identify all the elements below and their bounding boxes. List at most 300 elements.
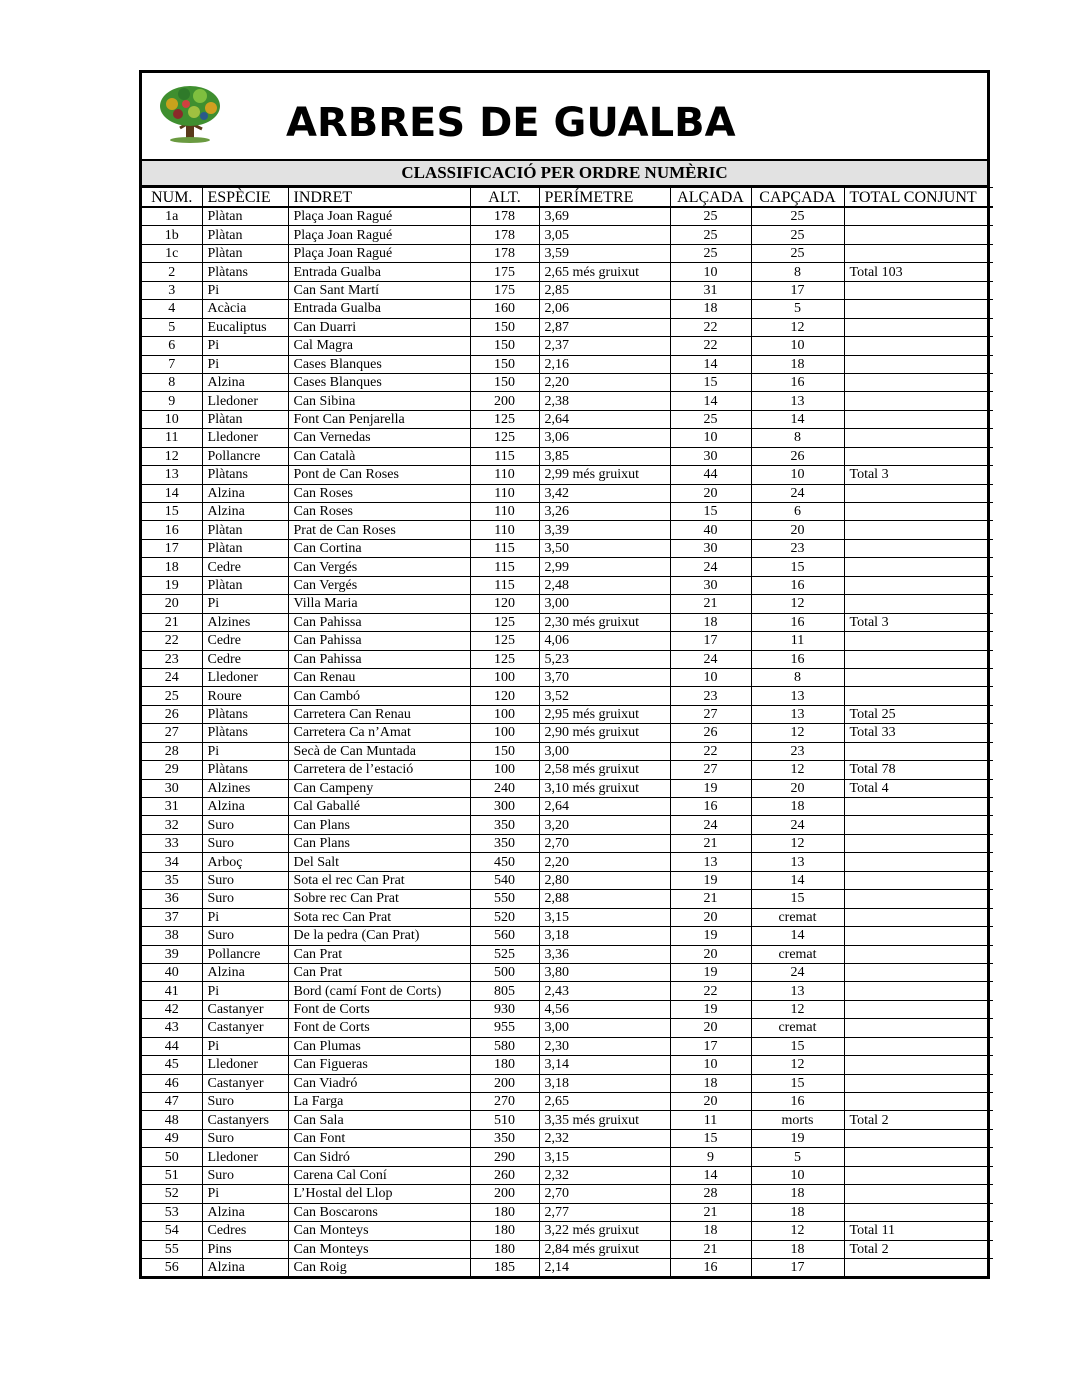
- cell-total-conjunt: Total 25: [844, 705, 993, 723]
- cell-alcada: 44: [670, 466, 751, 484]
- cell-alcada: 24: [670, 558, 751, 576]
- cell-alt: 200: [470, 1074, 539, 1092]
- cell-perimetre: 3,59: [539, 244, 670, 262]
- cell-capcada: 14: [751, 871, 844, 889]
- cell-alcada: 18: [670, 1222, 751, 1240]
- cell-alt: 150: [470, 337, 539, 355]
- cell-capcada: 5: [751, 300, 844, 318]
- cell-alt: 450: [470, 853, 539, 871]
- cell-total-conjunt: Total 78: [844, 761, 993, 779]
- cell-total-conjunt: [844, 576, 993, 594]
- cell-perimetre: 3,00: [539, 1019, 670, 1037]
- table-row: [142, 927, 993, 945]
- cell-especie: Plàtans: [202, 724, 288, 742]
- cell-perimetre: 2,37: [539, 337, 670, 355]
- cell-especie: Roure: [202, 687, 288, 705]
- cell-especie: Plàtan: [202, 521, 288, 539]
- cell-total-conjunt: [844, 1129, 993, 1147]
- cell-alcada: 25: [670, 226, 751, 244]
- table-row: [142, 1166, 993, 1184]
- table-row: [142, 558, 993, 576]
- cell-indret: Carretera Ca n’Amat: [288, 724, 470, 742]
- cell-total-conjunt: [844, 687, 993, 705]
- table-row: [142, 705, 993, 723]
- cell-alcada: 24: [670, 650, 751, 668]
- cell-indret: Cal Gaballé: [288, 798, 470, 816]
- column-header-alcada: ALÇADA: [670, 188, 751, 208]
- cell-capcada: 10: [751, 466, 844, 484]
- cell-alcada: 16: [670, 798, 751, 816]
- cell-alt: 175: [470, 263, 539, 281]
- cell-alt: 200: [470, 1185, 539, 1203]
- cell-capcada: 25: [751, 207, 844, 226]
- cell-indret: L’Hostal del Llop: [288, 1185, 470, 1203]
- cell-perimetre: 2,38: [539, 392, 670, 410]
- cell-capcada: 11: [751, 632, 844, 650]
- cell-alt: 115: [470, 447, 539, 465]
- cell-indret: Villa Maria: [288, 595, 470, 613]
- page-title: ARBRES DE GUALBA: [286, 100, 736, 146]
- cell-perimetre: 2,85: [539, 281, 670, 299]
- column-header-especie: ESPÈCIE: [202, 188, 288, 208]
- cell-alt: 178: [470, 244, 539, 262]
- cell-alcada: 19: [670, 871, 751, 889]
- cell-total-conjunt: Total 103: [844, 263, 993, 281]
- cell-indret: Can Roses: [288, 503, 470, 521]
- cell-total-conjunt: Total 3: [844, 466, 993, 484]
- cell-perimetre: 3,80: [539, 963, 670, 981]
- cell-alt: 540: [470, 871, 539, 889]
- cell-total-conjunt: Total 33: [844, 724, 993, 742]
- cell-capcada: morts: [751, 1111, 844, 1129]
- cell-indret: Can Sant Martí: [288, 281, 470, 299]
- cell-num: 44: [142, 1037, 202, 1055]
- cell-especie: Alzina: [202, 1258, 288, 1276]
- cell-num: 3: [142, 281, 202, 299]
- trees-table: [142, 187, 993, 1276]
- cell-indret: Can Figueras: [288, 1056, 470, 1074]
- cell-especie: Alzina: [202, 798, 288, 816]
- table-row: [142, 244, 993, 262]
- cell-alcada: 23: [670, 687, 751, 705]
- cell-capcada: 15: [751, 558, 844, 576]
- cell-alt: 100: [470, 668, 539, 686]
- cell-especie: Suro: [202, 834, 288, 852]
- cell-alcada: 20: [670, 484, 751, 502]
- cell-perimetre: 2,64: [539, 410, 670, 428]
- cell-alt: 125: [470, 632, 539, 650]
- cell-especie: Lledoner: [202, 668, 288, 686]
- table-row: [142, 281, 993, 299]
- cell-especie: Pi: [202, 281, 288, 299]
- cell-indret: Can Monteys: [288, 1240, 470, 1258]
- cell-especie: Plàtan: [202, 576, 288, 594]
- cell-num: 30: [142, 779, 202, 797]
- table-row: [142, 908, 993, 926]
- cell-alcada: 31: [670, 281, 751, 299]
- cell-perimetre: 2,32: [539, 1166, 670, 1184]
- table-row: [142, 226, 993, 244]
- cell-alt: 510: [470, 1111, 539, 1129]
- cell-especie: Alzina: [202, 503, 288, 521]
- cell-capcada: 25: [751, 226, 844, 244]
- cell-indret: Can Prat: [288, 963, 470, 981]
- cell-num: 27: [142, 724, 202, 742]
- cell-alt: 580: [470, 1037, 539, 1055]
- cell-capcada: 16: [751, 576, 844, 594]
- cell-total-conjunt: [844, 834, 993, 852]
- cell-alt: 185: [470, 1258, 539, 1276]
- cell-indret: Can Pahissa: [288, 650, 470, 668]
- table-row: [142, 687, 993, 705]
- cell-especie: Alzines: [202, 613, 288, 631]
- cell-especie: Pollancre: [202, 447, 288, 465]
- cell-total-conjunt: [844, 1185, 993, 1203]
- cell-num: 12: [142, 447, 202, 465]
- cell-indret: Can Duarri: [288, 318, 470, 336]
- cell-alt: 125: [470, 410, 539, 428]
- cell-perimetre: 3,85: [539, 447, 670, 465]
- cell-perimetre: 3,42: [539, 484, 670, 502]
- cell-num: 1c: [142, 244, 202, 262]
- cell-capcada: 23: [751, 539, 844, 557]
- cell-num: 54: [142, 1222, 202, 1240]
- cell-perimetre: 2,64: [539, 798, 670, 816]
- cell-capcada: 14: [751, 410, 844, 428]
- cell-alt: 350: [470, 816, 539, 834]
- column-header-capcada: CAPÇADA: [751, 188, 844, 208]
- cell-alt: 500: [470, 963, 539, 981]
- cell-indret: Font de Corts: [288, 1019, 470, 1037]
- cell-alcada: 21: [670, 595, 751, 613]
- cell-total-conjunt: Total 4: [844, 779, 993, 797]
- cell-num: 41: [142, 982, 202, 1000]
- cell-alt: 115: [470, 558, 539, 576]
- cell-perimetre: 3,50: [539, 539, 670, 557]
- cell-especie: Lledoner: [202, 1148, 288, 1166]
- cell-num: 25: [142, 687, 202, 705]
- cell-alcada: 22: [670, 318, 751, 336]
- cell-num: 32: [142, 816, 202, 834]
- cell-especie: Pi: [202, 1037, 288, 1055]
- cell-especie: Suro: [202, 890, 288, 908]
- cell-especie: Castanyer: [202, 1000, 288, 1018]
- cell-capcada: 13: [751, 687, 844, 705]
- cell-especie: Pins: [202, 1240, 288, 1258]
- cell-indret: Can Roses: [288, 484, 470, 502]
- cell-indret: Can Pahissa: [288, 632, 470, 650]
- table-row: [142, 1074, 993, 1092]
- cell-indret: Can Sibina: [288, 392, 470, 410]
- cell-capcada: 15: [751, 1074, 844, 1092]
- cell-indret: Carena Cal Coní: [288, 1166, 470, 1184]
- cell-capcada: 16: [751, 650, 844, 668]
- cell-alcada: 30: [670, 576, 751, 594]
- cell-perimetre: 2,48: [539, 576, 670, 594]
- column-header-total-conjunt: TOTAL CONJUNT: [844, 188, 993, 208]
- cell-capcada: 16: [751, 1093, 844, 1111]
- cell-alt: 180: [470, 1222, 539, 1240]
- cell-especie: Alzina: [202, 1203, 288, 1221]
- cell-total-conjunt: [844, 1166, 993, 1184]
- cell-capcada: 12: [751, 761, 844, 779]
- cell-especie: Pi: [202, 355, 288, 373]
- table-row: [142, 207, 993, 226]
- cell-especie: Alzina: [202, 373, 288, 391]
- cell-num: 6: [142, 337, 202, 355]
- cell-alt: 525: [470, 945, 539, 963]
- cell-total-conjunt: [844, 595, 993, 613]
- cell-num: 48: [142, 1111, 202, 1129]
- cell-perimetre: 2,70: [539, 834, 670, 852]
- table-row: [142, 945, 993, 963]
- table-row: [142, 539, 993, 557]
- cell-num: 51: [142, 1166, 202, 1184]
- cell-alcada: 10: [670, 263, 751, 281]
- cell-indret: Entrada Gualba: [288, 263, 470, 281]
- table-row: [142, 834, 993, 852]
- cell-num: 7: [142, 355, 202, 373]
- cell-alcada: 17: [670, 632, 751, 650]
- cell-total-conjunt: [844, 1203, 993, 1221]
- cell-alcada: 18: [670, 1074, 751, 1092]
- cell-alcada: 16: [670, 1258, 751, 1276]
- cell-especie: Lledoner: [202, 1056, 288, 1074]
- cell-total-conjunt: [844, 982, 993, 1000]
- cell-alt: 115: [470, 576, 539, 594]
- cell-alcada: 30: [670, 539, 751, 557]
- cell-indret: Can Vergés: [288, 576, 470, 594]
- cell-perimetre: 5,23: [539, 650, 670, 668]
- table-row: [142, 853, 993, 871]
- column-header-perimetre: PERÍMETRE: [539, 188, 670, 208]
- cell-total-conjunt: [844, 816, 993, 834]
- cell-capcada: 13: [751, 705, 844, 723]
- cell-total-conjunt: [844, 798, 993, 816]
- cell-capcada: 12: [751, 595, 844, 613]
- cell-indret: Can Plumas: [288, 1037, 470, 1055]
- cell-indret: La Farga: [288, 1093, 470, 1111]
- cell-capcada: 14: [751, 927, 844, 945]
- cell-alt: 260: [470, 1166, 539, 1184]
- cell-total-conjunt: [844, 337, 993, 355]
- table-row: [142, 521, 993, 539]
- cell-perimetre: 3,18: [539, 1074, 670, 1092]
- cell-num: 10: [142, 410, 202, 428]
- column-header-indret: INDRET: [288, 188, 470, 208]
- cell-total-conjunt: [844, 410, 993, 428]
- cell-alcada: 28: [670, 1185, 751, 1203]
- cell-indret: Can Català: [288, 447, 470, 465]
- cell-alcada: 14: [670, 392, 751, 410]
- cell-num: 52: [142, 1185, 202, 1203]
- cell-capcada: 12: [751, 1056, 844, 1074]
- cell-especie: Plàtans: [202, 466, 288, 484]
- cell-total-conjunt: Total 11: [844, 1222, 993, 1240]
- cell-total-conjunt: [844, 1019, 993, 1037]
- cell-especie: Lledoner: [202, 429, 288, 447]
- cell-alcada: 22: [670, 982, 751, 1000]
- cell-alt: 350: [470, 834, 539, 852]
- cell-alt: 160: [470, 300, 539, 318]
- cell-capcada: 20: [751, 521, 844, 539]
- cell-total-conjunt: [844, 1074, 993, 1092]
- cell-capcada: 23: [751, 742, 844, 760]
- cell-indret: Plaça Joan Ragué: [288, 226, 470, 244]
- cell-perimetre: 2,87: [539, 318, 670, 336]
- cell-total-conjunt: [844, 1148, 993, 1166]
- cell-num: 53: [142, 1203, 202, 1221]
- cell-perimetre: 2,88: [539, 890, 670, 908]
- cell-total-conjunt: [844, 429, 993, 447]
- table-row: [142, 1148, 993, 1166]
- cell-capcada: 12: [751, 1222, 844, 1240]
- cell-alt: 520: [470, 908, 539, 926]
- cell-capcada: 18: [751, 1240, 844, 1258]
- cell-num: 47: [142, 1093, 202, 1111]
- cell-num: 34: [142, 853, 202, 871]
- cell-alcada: 30: [670, 447, 751, 465]
- cell-alcada: 18: [670, 613, 751, 631]
- table-row: [142, 392, 993, 410]
- cell-total-conjunt: [844, 742, 993, 760]
- cell-alt: 200: [470, 392, 539, 410]
- cell-alt: 955: [470, 1019, 539, 1037]
- cell-num: 13: [142, 466, 202, 484]
- table-row: [142, 963, 993, 981]
- cell-indret: Can Sidró: [288, 1148, 470, 1166]
- cell-alcada: 24: [670, 816, 751, 834]
- table-row: [142, 761, 993, 779]
- table-row: [142, 300, 993, 318]
- cell-alt: 120: [470, 595, 539, 613]
- cell-indret: Can Boscarons: [288, 1203, 470, 1221]
- cell-num: 36: [142, 890, 202, 908]
- table-header-row: [142, 188, 993, 208]
- cell-especie: Cedre: [202, 650, 288, 668]
- cell-especie: Pi: [202, 595, 288, 613]
- cell-indret: Cal Magra: [288, 337, 470, 355]
- cell-alcada: 10: [670, 429, 751, 447]
- cell-perimetre: 2,20: [539, 853, 670, 871]
- cell-perimetre: 3,52: [539, 687, 670, 705]
- cell-alt: 350: [470, 1129, 539, 1147]
- cell-especie: Cedre: [202, 558, 288, 576]
- cell-capcada: 19: [751, 1129, 844, 1147]
- cell-num: 56: [142, 1258, 202, 1276]
- cell-perimetre: 3,39: [539, 521, 670, 539]
- cell-alcada: 20: [670, 1019, 751, 1037]
- cell-alt: 110: [470, 503, 539, 521]
- cell-perimetre: 2,16: [539, 355, 670, 373]
- cell-perimetre: 2,84 més gruixut: [539, 1240, 670, 1258]
- cell-num: 50: [142, 1148, 202, 1166]
- cell-especie: Plàtan: [202, 244, 288, 262]
- cell-num: 37: [142, 908, 202, 926]
- cell-indret: Sota el rec Can Prat: [288, 871, 470, 889]
- table-row: [142, 576, 993, 594]
- cell-indret: Can Sala: [288, 1111, 470, 1129]
- table-row: [142, 1000, 993, 1018]
- cell-capcada: 13: [751, 392, 844, 410]
- cell-indret: Font Can Penjarella: [288, 410, 470, 428]
- cell-indret: Entrada Gualba: [288, 300, 470, 318]
- cell-indret: Bord (camí Font de Corts): [288, 982, 470, 1000]
- cell-especie: Suro: [202, 816, 288, 834]
- cell-num: 45: [142, 1056, 202, 1074]
- cell-alcada: 19: [670, 1000, 751, 1018]
- cell-alt: 175: [470, 281, 539, 299]
- cell-num: 17: [142, 539, 202, 557]
- cell-capcada: 18: [751, 798, 844, 816]
- cell-indret: Plaça Joan Ragué: [288, 207, 470, 226]
- cell-especie: Suro: [202, 1129, 288, 1147]
- cell-num: 26: [142, 705, 202, 723]
- cell-especie: Pollancre: [202, 945, 288, 963]
- cell-alcada: 22: [670, 742, 751, 760]
- cell-capcada: 10: [751, 1166, 844, 1184]
- cell-indret: Carretera Can Renau: [288, 705, 470, 723]
- cell-total-conjunt: [844, 373, 993, 391]
- cell-especie: Castanyer: [202, 1019, 288, 1037]
- cell-alt: 150: [470, 355, 539, 373]
- cell-capcada: 18: [751, 1203, 844, 1221]
- cell-perimetre: 3,06: [539, 429, 670, 447]
- cell-alcada: 27: [670, 705, 751, 723]
- cell-perimetre: 3,15: [539, 908, 670, 926]
- cell-alt: 150: [470, 318, 539, 336]
- cell-perimetre: 3,26: [539, 503, 670, 521]
- cell-especie: Alzina: [202, 963, 288, 981]
- cell-capcada: 16: [751, 613, 844, 631]
- cell-indret: Can Pahissa: [288, 613, 470, 631]
- table-subtitle: CLASSIFICACIÓ PER ORDRE NUMÈRIC: [142, 161, 987, 187]
- cell-perimetre: 2,77: [539, 1203, 670, 1221]
- cell-capcada: 12: [751, 318, 844, 336]
- cell-alt: 125: [470, 429, 539, 447]
- cell-alt: 125: [470, 613, 539, 631]
- cell-perimetre: 3,18: [539, 927, 670, 945]
- cell-especie: Suro: [202, 1093, 288, 1111]
- cell-alcada: 20: [670, 908, 751, 926]
- cell-indret: De la pedra (Can Prat): [288, 927, 470, 945]
- table-row: [142, 982, 993, 1000]
- cell-perimetre: 3,00: [539, 742, 670, 760]
- table-row: [142, 318, 993, 336]
- cell-capcada: cremat: [751, 1019, 844, 1037]
- cell-capcada: 6: [751, 503, 844, 521]
- cell-perimetre: 2,90 més gruixut: [539, 724, 670, 742]
- cell-capcada: 10: [751, 337, 844, 355]
- cell-indret: Can Cambó: [288, 687, 470, 705]
- cell-indret: Can Plans: [288, 816, 470, 834]
- cell-alcada: 15: [670, 1129, 751, 1147]
- cell-total-conjunt: [844, 355, 993, 373]
- table-row: [142, 871, 993, 889]
- table-row: [142, 816, 993, 834]
- cell-capcada: 12: [751, 834, 844, 852]
- cell-alt: 178: [470, 226, 539, 244]
- cell-especie: Alzina: [202, 484, 288, 502]
- cell-total-conjunt: [844, 668, 993, 686]
- cell-total-conjunt: Total 2: [844, 1111, 993, 1129]
- table-row: [142, 613, 993, 631]
- cell-capcada: cremat: [751, 908, 844, 926]
- cell-indret: Plaça Joan Ragué: [288, 244, 470, 262]
- cell-total-conjunt: [844, 853, 993, 871]
- column-header-num: NUM.: [142, 188, 202, 208]
- cell-num: 15: [142, 503, 202, 521]
